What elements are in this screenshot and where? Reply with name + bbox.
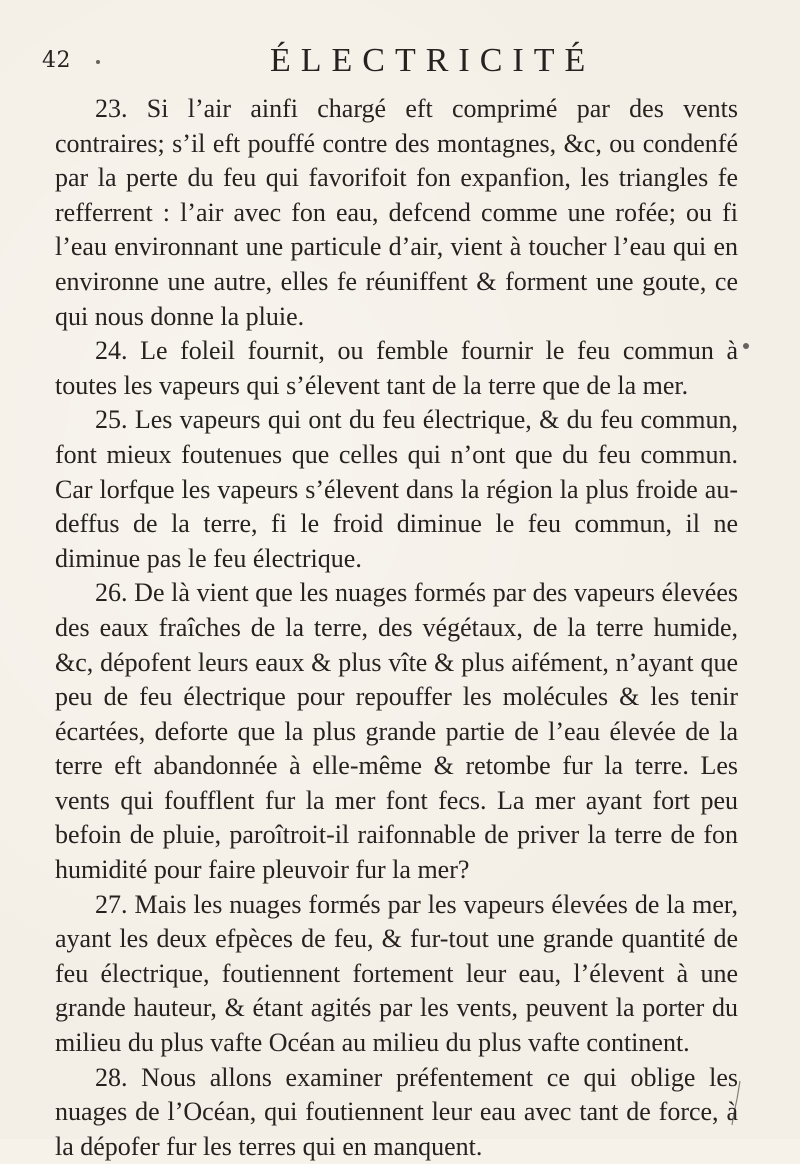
- paragraph-24: 24. Le foleil fournit, ou femble fournir le feu commun à toutes les vapeurs qui s’élevent tant de la terre que de la mer.: [55, 336, 738, 400]
- paragraph-23: 23. Si l’air ainfi chargé eft comprimé par des vents contraires; s’il eft pouffé contre des montagnes, &c, ou condenfé par la perte du feu qui favorifoit fon expanfion, les triangles fe refferrent : l’air avec fon eau, defcend comme une rofée; ou fi l’eau environnant une particule d’air, vient à toucher l’eau qui en environne une autre, elles fe réuniffent & forment une goute, ce qui nous donne la pluie.: [55, 94, 738, 331]
- paragraph-27: 27. Mais les nuages formés par les vapeurs élevées de la mer, ayant les deux efpèces de feu, & fur-tout une grande quantité de feu électrique, foutiennent fortement leur eau, l’élevent à une grande hauteur, & étant agités par les vents, peuvent la porter du milieu du plus vafte Océan au milieu du plus vafte continent.: [55, 889, 738, 1058]
- paragraph-26: 26. De là vient que les nuages formés par des vapeurs élevées des eaux fraîches de la terre, des végétaux, de la terre humide, &c, dépofent leurs eaux & plus vîte & plus aifément, n’ayant que peu de feu électrique pour repouffer les molécules & les tenir écartées, deforte que la plus grande partie de l’eau élevée de la terre eft abandonnée à elle-même & retombe fur la terre. Les vents qui foufflent fur la mer font fecs. La mer ayant fort peu befoin de pluie, paroîtroit-il raifonnable de priver la terre de fon humidité pour faire pleuvoir fur la mer?: [55, 578, 738, 885]
- ink-mark: [728, 1079, 746, 1127]
- ink-speck: [96, 60, 100, 64]
- page-header: [42, 42, 742, 82]
- page-number: 42: [42, 48, 71, 73]
- paragraph-25: 25. Les vapeurs qui ont du feu électrique, & du feu commun, font mieux foutenues que celles qui n’ont que du feu commun. Car lorfque les vapeurs s’élevent dans la région la plus froide au-deffus de la terre, fi le froid diminue le feu commun, il ne diminue pas le feu électrique.: [55, 405, 738, 573]
- ink-speck: [743, 343, 749, 349]
- body-text: [55, 92, 738, 1164]
- paragraph-28: 28. Nous allons examiner préfentement ce qui oblige les nuages de l’Océan, qui foutiennent leur eau avec tant de force, à la dépofer fur les terres qui en manquent.: [55, 1062, 738, 1161]
- running-head: ÉLECTRICITÉ: [270, 42, 596, 79]
